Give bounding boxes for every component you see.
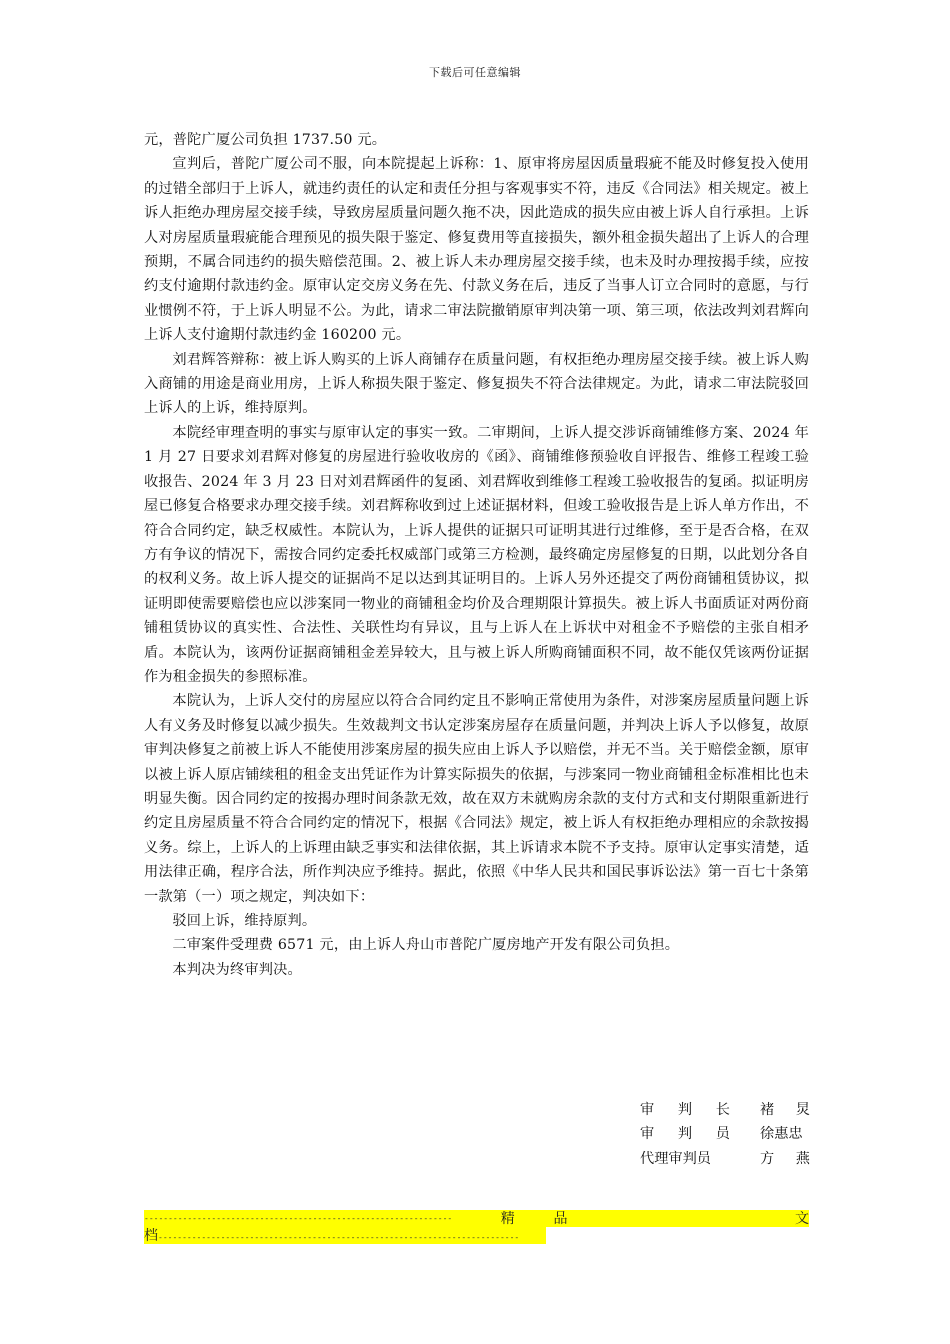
paragraph-fee-allocation: 元，普陀广厦公司负担 1737.50 元。: [144, 132, 387, 148]
name-char: 徐惠忠: [760, 1126, 803, 1143]
paragraph-court-opinion: 本院认为，上诉人交付的房屋应以符合合同约定且不影响正常使用为条件，对涉案房屋质量问题上诉人有义务及时修复以减少损失。生效裁判文书认定涉案房屋存在质量问题，并判决上诉人予以修复，故原审判决修复之前被上诉人不能使用涉案房屋的损失应由上诉人予以赔偿，并无不当。关于赔偿金额，原审以被上诉人原店铺续租的租金支出凭证作为计算实际损失的依据，与涉案同一物业商铺租金标准相比也未明显失衡。因合同约定的按揭办理时间条款无效，故在双方未就购房余款的支付方式和支付期限重新进行约定且房屋质量不符合合同约定的情况下，根据《合同法》规定，被上诉人有权拒绝办理相应的余款按揭义务。综上，上诉人的上诉理由缺乏事实和法律依据，其上诉请求本院不予支持。原审认定事实清楚，适用法律正确，程序合法，所作判决应予维持。据此，依照《中华人民共和国民事诉讼法》第一百七十条第一款第（一）项之规定，判决如下：: [144, 693, 809, 905]
signature-row-presiding-judge: [640, 1098, 810, 1122]
role-char: 审: [640, 1126, 655, 1143]
name-char: 炅: [795, 1102, 810, 1118]
role-char: 员: [715, 1126, 730, 1143]
footer-dashes: ---------------------------------------------------------------------------: [158, 1233, 520, 1242]
footer-line-2: [144, 1227, 546, 1244]
footer-word: 精: [500, 1210, 515, 1227]
role-char: 审: [640, 1102, 655, 1118]
paragraph-defense: 刘君辉答辩称：被上诉人购买的上诉人商铺存在质量问题，有权拒绝办理房屋交接手续。被上诉人购入商铺的用途是商业用房，上诉人称损失限于鉴定、修复损失不符合法律规定。为此，请求二审法院驳回上诉人的上诉，维持原判。: [144, 351, 809, 417]
signature-name: [760, 1147, 810, 1171]
name-char: 燕: [795, 1150, 810, 1167]
paragraph-findings: 本院经审理查明的事实与原审认定的事实一致。二审期间，上诉人提交涉诉商铺维修方案、2024 年 1 月 27 日要求刘君辉对修复的房屋进行验收收房的《函》、商铺维修预验收自评报告、维修工程竣工验收报告、2024 年 3 月 23 日对刘君辉函件的复函、刘君辉收到维修工程竣工验收报告的复函。拟证明房屋已修复合格要求办理交接手续。刘君辉称收到过上述证据材料，但竣工验收报告是上诉人单方作出，不符合合同约定，缺乏权威性。本院认为，上诉人提供的证据只可证明其进行过维修，至于是否合格，在双方有争议的情况下，需按合同约定委托权威部门或第三方检测，最终确定房屋修复的日期，以此划分各自的权利义务。故上诉人提交的证据尚不足以达到其证明目的。上诉人另外还提交了两份商铺租赁协议，拟证明即使需要赔偿也应以涉案同一物业的商铺租金均价及合理期限计算损失。被上诉人书面质证对两份商铺租赁协议的真实性、合法性、关联性均有异议，且与上诉人在上诉状中对租金不予赔偿的主张自相矛盾。本院认为，该两份证据商铺租金差异较大，且与被上诉人所购商铺面积不同，故不能仅凭该两份证据作为租金损失的参照标准。: [144, 424, 809, 685]
name-char: 褚: [760, 1102, 775, 1118]
footer-word: 品: [553, 1210, 568, 1227]
role-char: 长: [715, 1102, 730, 1118]
footer-word: 文: [795, 1210, 809, 1227]
signature-row-acting-judge: [640, 1147, 810, 1171]
footer-word: 档: [144, 1228, 158, 1244]
signature-row-judge: [640, 1122, 810, 1146]
name-char: 方: [760, 1150, 775, 1167]
footer-watermark: [144, 1210, 809, 1249]
footer-dashes: ----------------------------------------------------------------: [144, 1213, 453, 1223]
paragraph-ruling: 驳回上诉，维持原判。: [172, 913, 317, 929]
signature-block: [640, 1098, 810, 1171]
paragraph-appeal-grounds: 宣判后，普陀广厦公司不服，向本院提起上诉称：1、原审将房屋因质量瑕疵不能及时修复投入使用的过错全部归于上诉人，就违约责任的认定和责任分担与客观事实不符，违反《合同法》相关规定。被上诉人拒绝办理房屋交接手续，导致房屋质量问题久拖不决，因此造成的损失应由被上诉人自行承担。上诉人对房屋质量瑕疵能合理预见的损失限于鉴定、修复费用等直接损失，额外租金损失超出了上诉人的合理预期，不属合同违约的损失赔偿范围。2、被上诉人未办理房屋交接手续，也未及时办理按揭手续，应按约支付逾期付款违约金。原审认定交房义务在先、付款义务在后，违反了当事人订立合同时的意愿，与行业惯例不符，于上诉人明显不公。为此，请求二审法院撤销原审判决第一项、第三项，依法改判刘君辉向上诉人支付逾期付款违约金 160200 元。: [144, 156, 809, 344]
signature-role: 代理审判员: [640, 1150, 711, 1167]
paragraph-case-fee: 二审案件受理费 6571 元，由上诉人舟山市普陀广厦房地产开发有限公司负担。: [172, 937, 680, 954]
role-char: 判: [677, 1102, 693, 1118]
role-char: 判: [677, 1126, 693, 1143]
paragraph-final-judgment: 本判决为终审判决。: [172, 961, 302, 978]
signature-name: [760, 1122, 810, 1146]
signature-role: [640, 1122, 730, 1146]
footer-line-1: [144, 1210, 809, 1227]
header-note: 下载后可任意编辑: [429, 66, 521, 79]
signature-role: [640, 1098, 730, 1122]
judgment-body: [144, 128, 809, 982]
signature-name: [760, 1098, 810, 1122]
